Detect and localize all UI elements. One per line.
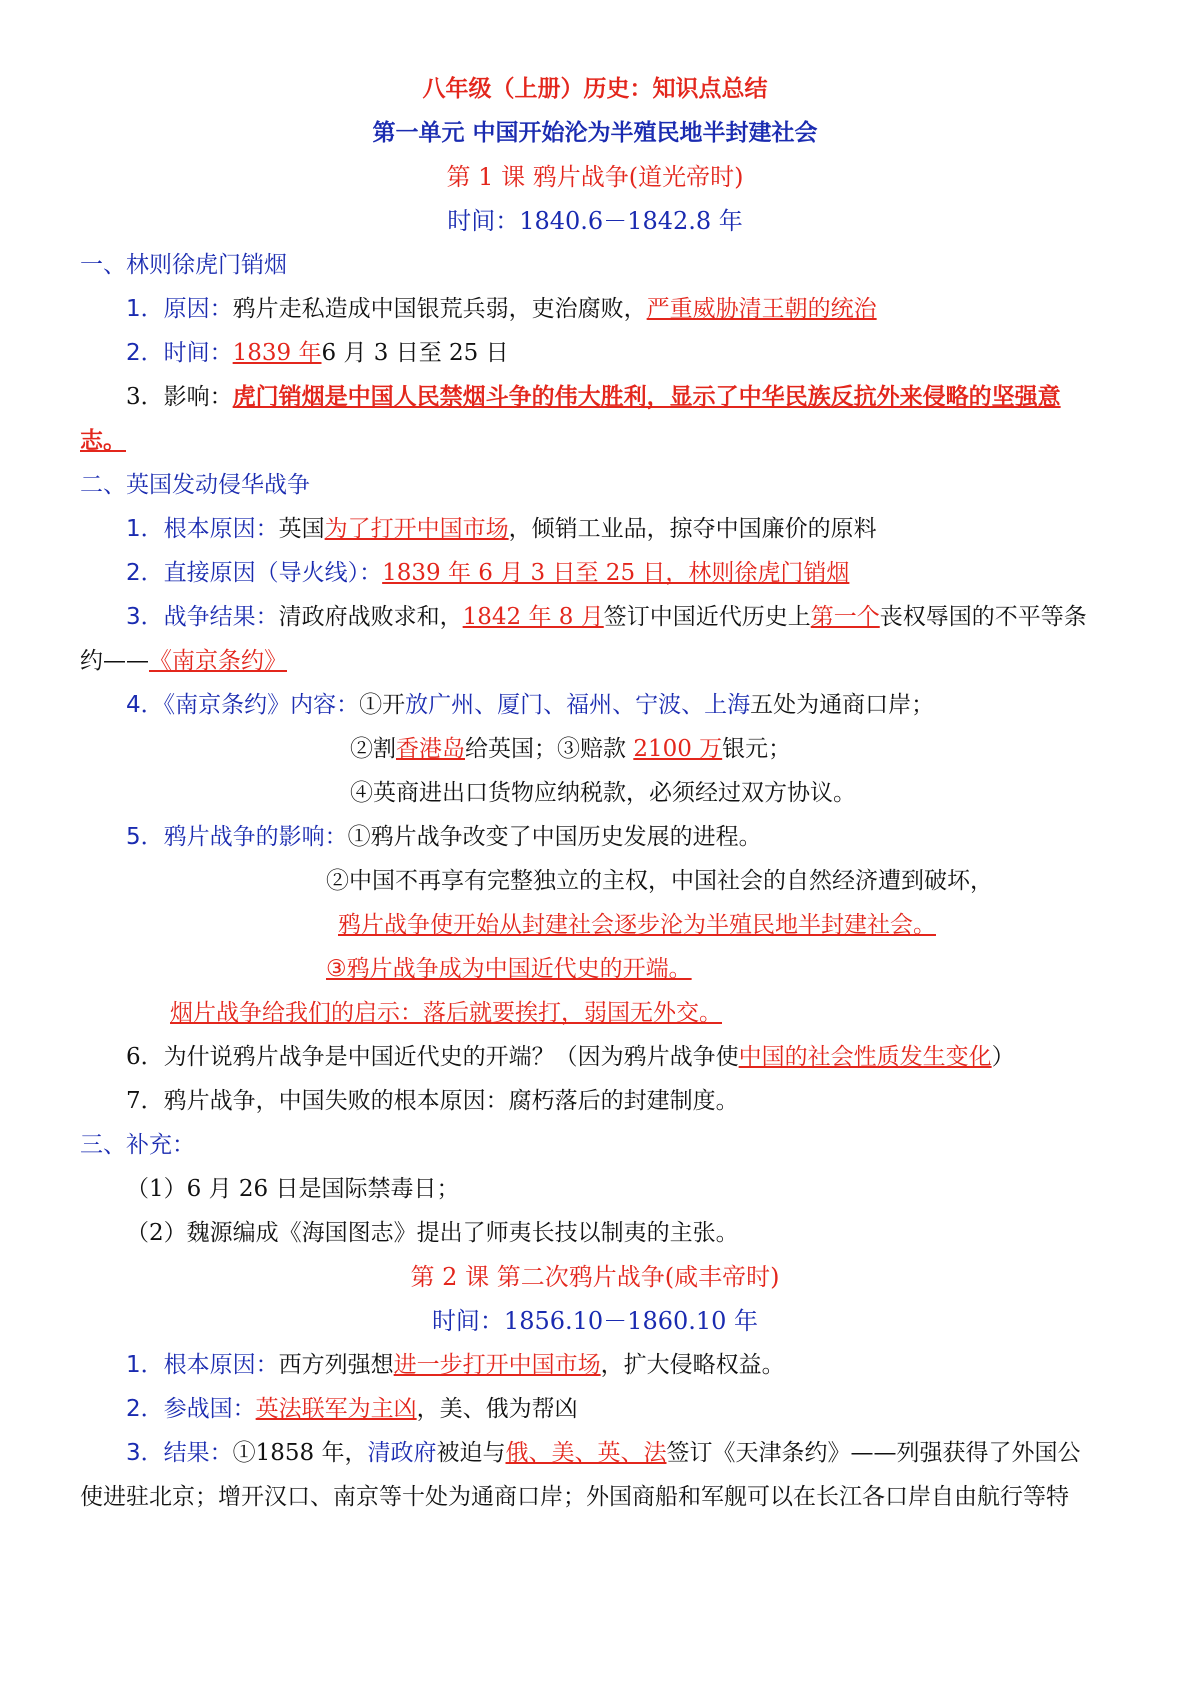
sec2-item-5-line-5: 烟片战争给我们的启示：落后就要挨打，弱国无外交。 [170,1000,722,1026]
sec2-item-4 [126,682,1190,728]
sec1-item-2 [126,330,1190,376]
item-highlight: 第一个 [810,604,880,630]
lesson-2-time: 时间：1856.10－1860.10 年 [431,1307,759,1335]
sec2-item-3 [126,594,1190,640]
item-text: 6．为什说鸦片战争是中国近代史的开端？（因为鸦片战争使 [126,1044,739,1070]
item-text: ） [991,1044,1015,1070]
item-text: 6 月 3 日至 25 日 [321,340,509,366]
sec2-item-7: 7．鸦片战争，中国失败的根本原因：腐朽落后的封建制度。 [126,1088,739,1114]
item-key: 2．参战国： [126,1396,256,1422]
item-text: ，美、俄为帮凶 [416,1396,578,1422]
document-title: 八年级（上册）历史：知识点总结 [422,76,768,102]
lesson-1-title: 第 1 课 鸦片战争(道光帝时) [446,163,744,191]
section-2-heading: 二、英国发动侵华战争 [80,472,310,498]
item-key: 2．时间： [126,340,233,366]
item-key: 4．《南京条约》内容： [126,692,360,718]
item-text: 被迫与 [436,1440,506,1466]
lesson2-item-2 [126,1386,1190,1432]
item-highlight: 1839 年 [232,340,322,366]
item-key: 3．战争结果： [126,604,279,630]
item-text: 鸦片走私造成中国银荒兵弱，吏治腐败， [232,296,647,322]
sec3-item-2: （2）魏源编成《海国图志》提出了师夷长技以制夷的主张。 [126,1220,739,1246]
sec2-item-5-line-2: ②中国不再享有完整独立的主权，中国社会的自然经济遭到破坏， [326,868,993,894]
sec2-item-5-line-4: ③鸦片战争成为中国近代史的开端。 [326,956,692,982]
item-text: ，倾销工业品，掠夺中国廉价的原料 [508,516,877,542]
sec2-item-4-line-3: ④英商进出口货物应纳税款，必须经过双方协议。 [350,780,856,806]
item-highlight: 2100 万 [633,736,723,762]
item-text: 银元； [722,736,792,762]
lesson-2-title: 第 2 课 第二次鸦片战争(咸丰帝时) [410,1263,780,1291]
item-key: 2．直接原因（导火线）： [126,560,383,586]
item-text: 丧权辱国的不平等条 [879,604,1087,630]
item-highlight: 1842 年 8 月 [462,604,604,630]
item-text: 签订中国近代历史上 [603,604,811,630]
item-text: 给英国；③赔款 [465,736,634,762]
item-highlight: 俄、美、英、法 [505,1440,667,1466]
sec1-item-3-cont: 志。 [80,428,126,454]
item-highlight: 英法联军为主凶 [255,1396,417,1422]
item-key: 3．结果： [126,1440,233,1466]
sec2-item-3-cont [80,638,1190,684]
lesson2-item-3 [126,1430,1190,1476]
item-key: 1．根本原因： [126,1352,279,1378]
item-highlight: 为了打开中国市场 [324,516,509,542]
item-text: ①1858 年， [232,1440,368,1466]
item-highlight: 香港岛 [396,736,465,762]
item-text: 签订《天津条约》——列强获得了外国公 [666,1440,1081,1466]
item-highlight: 中国的社会性质发生变化 [738,1044,992,1070]
item-key: 5．鸦片战争的影响： [126,824,348,850]
item-highlight: 《南京条约》 [149,648,287,674]
item-text: ②割 [350,736,396,762]
sec2-item-6 [126,1034,1190,1080]
item-key: 3．影响： [126,384,233,410]
item-text: ①鸦片战争改变了中国历史发展的进程。 [347,824,762,850]
item-highlight: 虎门销烟是中国人民禁烟斗争的伟大胜利，显示了中华民族反抗外来侵略的坚强意 [232,384,1061,410]
item-key: 1．原因： [126,296,233,322]
item-key: 1．根本原因： [126,516,279,542]
sec2-item-4-line-2 [350,726,1190,772]
item-text: 西方列强想 [278,1352,394,1378]
item-text: 约—— [80,648,149,674]
sec3-item-1: （1）6 月 26 日是国际禁毒日； [126,1176,460,1202]
item-highlight: 1839 年 6 月 3 日至 25 日，林则徐虎门销烟 [382,560,850,586]
lesson-1-time: 时间：1840.6－1842.8 年 [447,207,743,235]
lesson2-item-1 [126,1342,1190,1388]
sec2-item-2 [126,550,1190,596]
item-text: ①开 [359,692,406,718]
section-1-heading: 一、林则徐虎门销烟 [80,252,287,278]
sec1-item-3 [126,374,1190,420]
section-3-heading: 三、补充： [80,1132,195,1158]
item-blue: 放广州、厦门、福州、宁波、上海 [405,692,751,718]
item-highlight: 进一步打开中国市场 [393,1352,601,1378]
item-highlight: 严重威胁清王朝的统治 [646,296,877,322]
item-text: 五处为通商口岸； [750,692,935,718]
item-text: ，扩大侵略权益。 [600,1352,785,1378]
sec2-item-1 [126,506,1190,552]
lesson2-item-3-cont: 使进驻北京；增开汉口、南京等十处为通商口岸；外国商船和军舰可以在长江各口岸自由航行等特 [80,1484,1069,1510]
item-blue: 清政府 [367,1440,437,1466]
sec1-item-1 [126,286,1190,332]
item-text: 清政府战败求和， [278,604,463,630]
unit-title: 第一单元 中国开始沦为半殖民地半封建社会 [372,120,818,146]
sec2-item-5 [126,814,1190,860]
sec2-item-5-line-3: 鸦片战争使开始从封建社会逐步沦为半殖民地半封建社会。 [338,912,936,938]
item-text: 英国 [278,516,325,542]
